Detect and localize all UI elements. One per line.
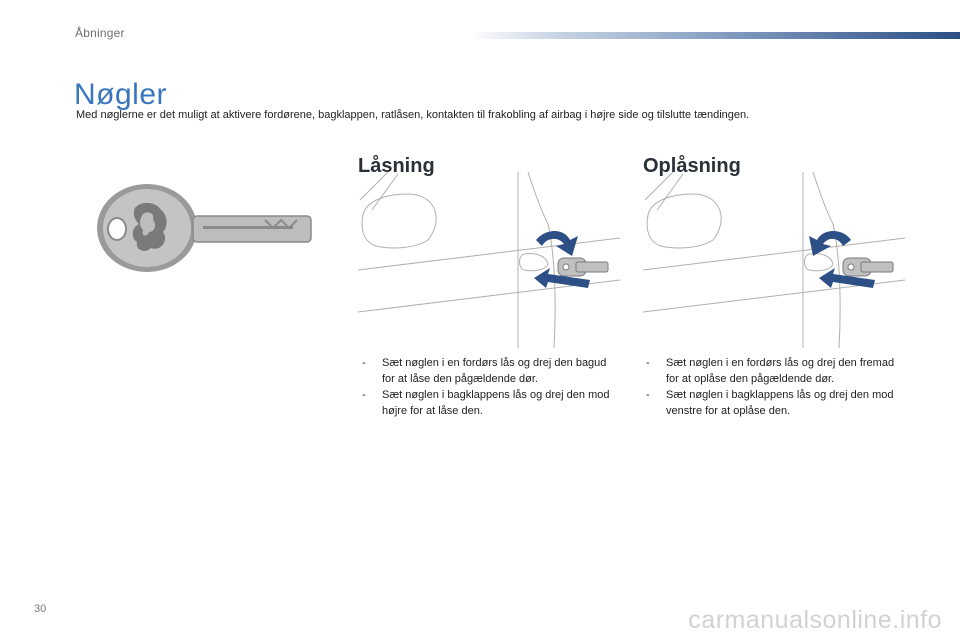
door-lock-illustration — [358, 170, 620, 348]
unlock-steps-list — [646, 355, 906, 419]
list-item — [362, 355, 622, 387]
page-number: 30 — [34, 603, 47, 615]
intro-text: Med nøglerne er det muligt at aktivere fordørene, bagklappen, ratlåsen, kontakten til frakobling af airbag i højre side og tilslutte tændingen. — [76, 109, 750, 121]
key-icon — [95, 180, 320, 280]
page-title: Nøgler — [74, 78, 168, 112]
list-item — [362, 387, 622, 419]
bullet-dash: - — [646, 389, 650, 401]
step-text: Sæt nøglen i en fordørs lås og drej den bagud for at låse den pågældende dør. — [382, 357, 607, 385]
step-text: Sæt nøglen i bagklappens lås og drej den mod højre for at låse den. — [382, 389, 610, 417]
bullet-dash: - — [646, 357, 650, 369]
key-insert — [843, 258, 893, 276]
key-insert — [558, 258, 608, 276]
bullet-dash: - — [362, 389, 366, 401]
list-item — [646, 355, 906, 387]
rotate-arrow-icon — [536, 231, 578, 256]
list-item — [646, 387, 906, 419]
lock-heading: Låsning — [358, 154, 435, 177]
watermark: carmanualsonline.info — [688, 606, 942, 634]
step-text: Sæt nøglen i bagklappens lås og drej den mod venstre for at oplåse den. — [666, 389, 894, 417]
step-text: Sæt nøglen i en fordørs lås og drej den fremad for at oplåse den pågældende dør. — [666, 357, 895, 385]
door-unlock-illustration — [643, 170, 905, 348]
rotate-arrow-icon — [809, 231, 851, 256]
bullet-dash: - — [362, 357, 366, 369]
unlock-heading: Oplåsning — [643, 154, 741, 177]
section-label: Åbninger — [75, 26, 125, 40]
lock-steps-list — [362, 355, 622, 419]
header-bar — [470, 32, 960, 39]
